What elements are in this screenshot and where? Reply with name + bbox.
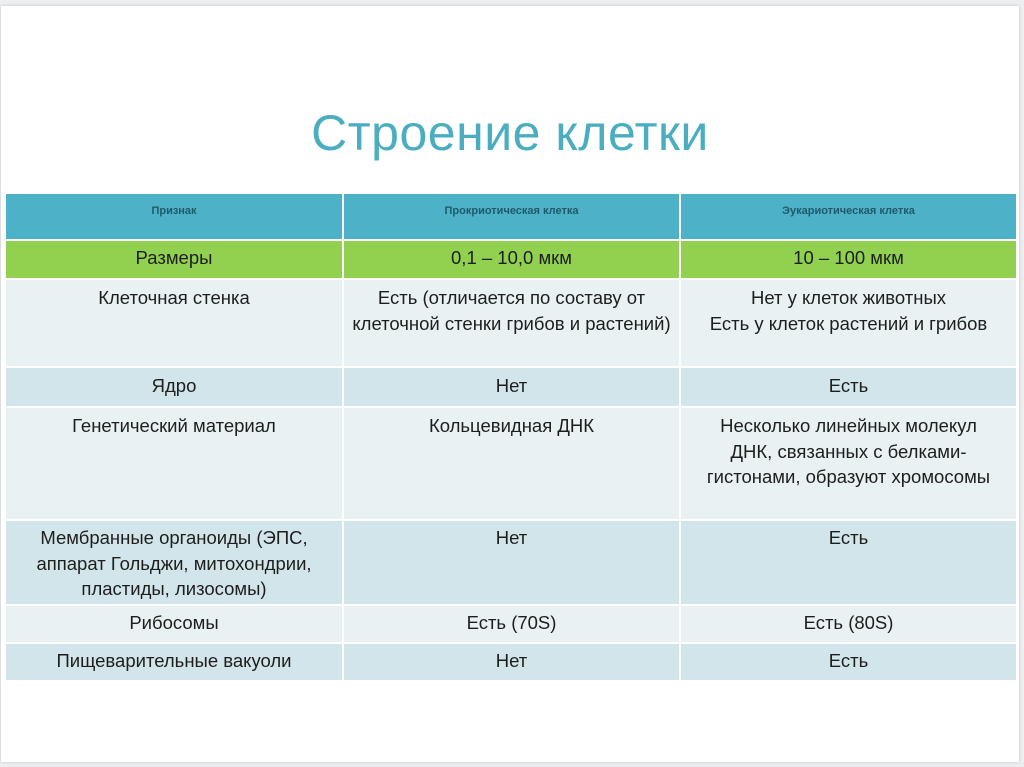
cell-prokaryotic: Есть (отличается по составу от клеточной стенки грибов и растений) <box>343 279 680 367</box>
cell-eukaryotic: Есть <box>680 643 1017 681</box>
table-row <box>5 279 1017 367</box>
cell-eukaryotic: Есть (80S) <box>680 605 1017 643</box>
cell-feature: Размеры <box>5 240 343 279</box>
comparison-table <box>4 192 1018 682</box>
slide <box>1 6 1019 762</box>
cell-feature: Рибосомы <box>5 605 343 643</box>
table-row <box>5 407 1017 520</box>
cell-prokaryotic: Нет <box>343 520 680 605</box>
cell-prokaryotic: 0,1 – 10,0 мкм <box>343 240 680 279</box>
slide-title: Строение клетки <box>311 105 709 161</box>
cell-eukaryotic: Есть <box>680 520 1017 605</box>
table-row <box>5 605 1017 643</box>
cell-feature: Ядро <box>5 367 343 407</box>
cell-feature: Генетический материал <box>5 407 343 520</box>
cell-eukaryotic: Нет у клеток животных Есть у клеток растений и грибов <box>680 279 1017 367</box>
table-header-row <box>5 193 1017 240</box>
cell-eukaryotic: 10 – 100 мкм <box>680 240 1017 279</box>
table-row <box>5 643 1017 681</box>
cell-eukaryotic: Есть <box>680 367 1017 407</box>
cell-eukaryotic: Несколько линейных молекул ДНК, связанных с белками-гистонами, образуют хромосомы <box>680 407 1017 520</box>
cell-feature: Клеточная стенка <box>5 279 343 367</box>
cell-feature: Мембранные органоиды (ЭПС, аппарат Гольджи, митохондрии, пластиды, лизосомы) <box>5 520 343 605</box>
table-row <box>5 240 1017 279</box>
cell-prokaryotic: Есть (70S) <box>343 605 680 643</box>
table-row <box>5 367 1017 407</box>
cell-prokaryotic: Нет <box>343 643 680 681</box>
cell-prokaryotic: Нет <box>343 367 680 407</box>
header-feature: Признак <box>5 193 343 240</box>
cell-feature: Пищеварительные вакуоли <box>5 643 343 681</box>
cell-prokaryotic: Кольцевидная ДНК <box>343 407 680 520</box>
table-row <box>5 520 1017 605</box>
header-eukaryotic: Эукариотическая клетка <box>680 193 1017 240</box>
header-prokaryotic: Прокриотическая клетка <box>343 193 680 240</box>
